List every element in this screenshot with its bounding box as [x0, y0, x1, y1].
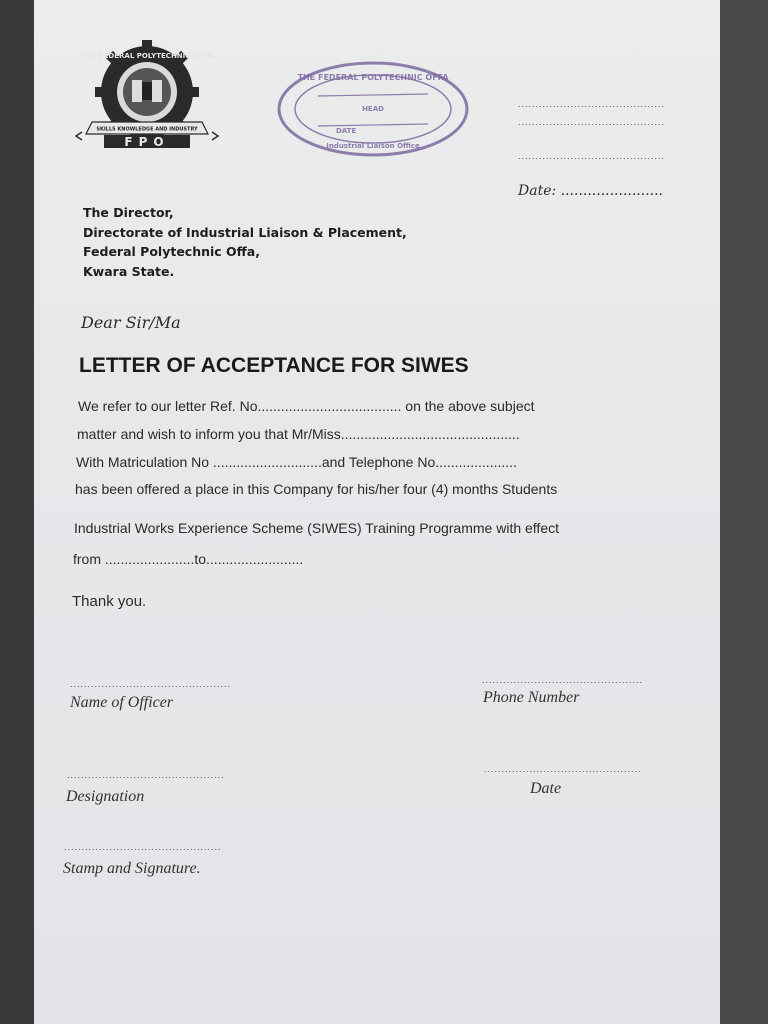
recipient-address [83, 203, 407, 281]
logo-monogram: FPO [124, 135, 170, 149]
recipient-line-4: Kwara State. [83, 263, 175, 279]
recipient-line-1: The Director, [83, 205, 174, 220]
polytechnic-logo [72, 36, 222, 152]
stamp-bottom-text: Industrial Liaison Office [326, 142, 420, 150]
body-line-1: We refer to our letter Ref. No..................................... on the above subject [78, 398, 535, 414]
date-dots: ............................................. [484, 764, 642, 774]
address-line-2: .......................................... [518, 117, 666, 127]
stamp-date-text: DATE [336, 127, 357, 135]
letter-title: LETTER OF ACCEPTANCE FOR SIWES [79, 354, 469, 377]
logo-ribbon-text: SKILLS KNOWLEDGE AND INDUSTRY [96, 126, 198, 133]
salutation: Dear Sir/Ma [81, 313, 181, 332]
stamp-signature-label: Stamp and Signature. [63, 860, 201, 877]
body-line-3: With Matriculation No ............................and Telephone No..................... [76, 454, 517, 470]
body-line-2: matter and wish to inform you that Mr/Miss.............................................. [77, 426, 520, 442]
recipient-line-3: Federal Polytechnic Offa, [83, 244, 260, 259]
phone-number-label: Phone Number [483, 689, 580, 706]
date-field: Date: ....................... [518, 183, 664, 199]
designation-label: Designation [66, 788, 145, 805]
stamp-top-text: THE FEDERAL POLYTECHNIC OFFA [297, 73, 449, 82]
name-of-officer-dots: .............................................. [70, 679, 232, 689]
recipient-line-2: Directorate of Industrial Liaison & Placement, [83, 224, 407, 240]
address-line-3: .......................................... [518, 151, 666, 161]
official-stamp [274, 58, 474, 162]
address-line-1: .......................................... [518, 99, 666, 109]
closing: Thank you. [72, 593, 147, 610]
stamp-head-text: HEAD [362, 105, 384, 113]
body-line-5: Industrial Works Experience Scheme (SIWES) Training Programme with effect [74, 520, 559, 536]
background-shadow [720, 0, 768, 1024]
designation-dots: ............................................. [67, 770, 225, 780]
stamp-signature-dots: ............................................. [64, 842, 222, 852]
name-of-officer-label: Name of Officer [70, 694, 174, 711]
date-label: Date [530, 780, 562, 797]
body-line-4: has been offered a place in this Company for his/her four (4) months Students [75, 481, 558, 497]
body-line-6: from .......................to......................... [73, 551, 304, 567]
phone-number-dots: .............................................. [482, 675, 644, 685]
logo-ring-text: THE FEDERAL POLYTECHNIC OFFA [81, 52, 213, 60]
